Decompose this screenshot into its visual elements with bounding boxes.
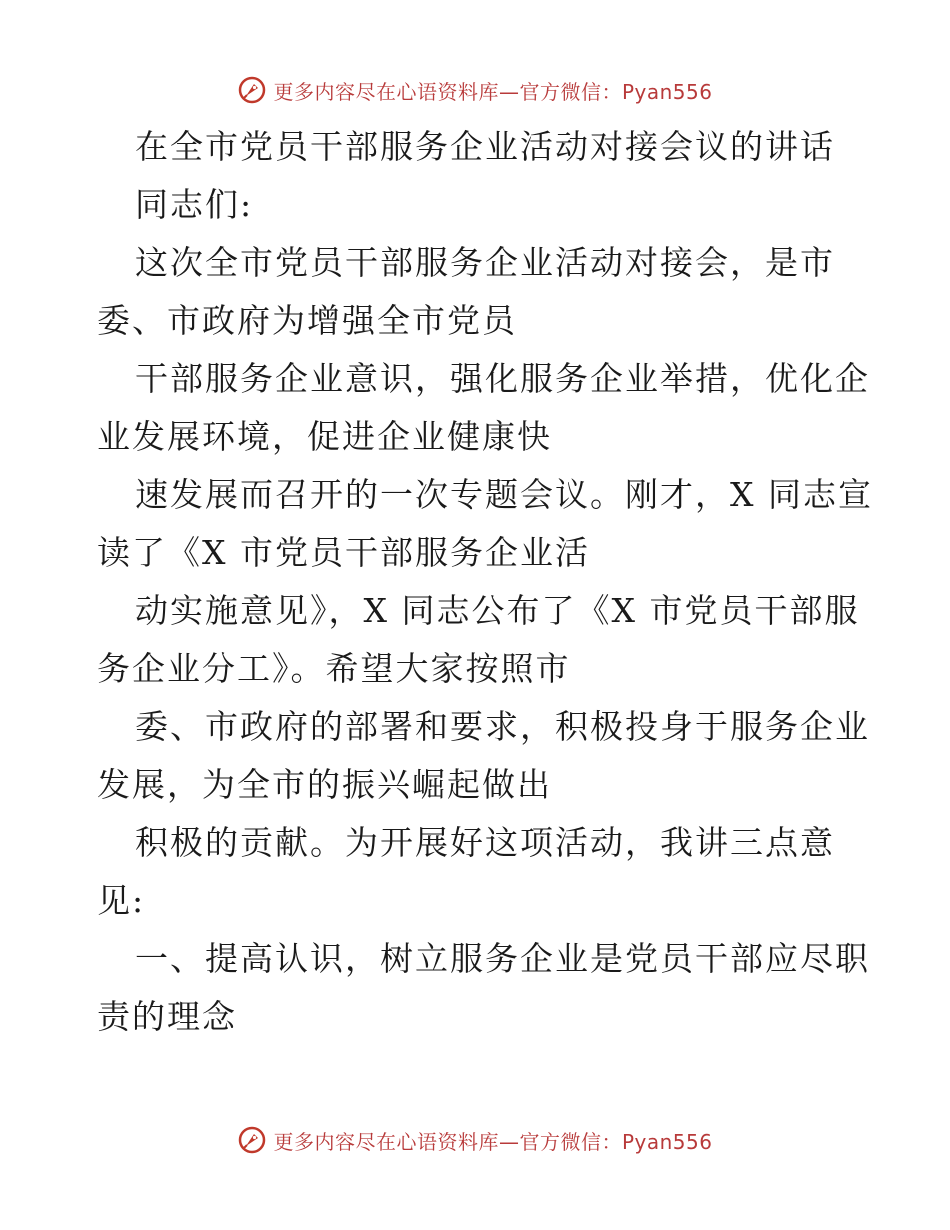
paragraph-line: 读了《X 市党员干部服务企业活 [97, 533, 590, 572]
paragraph-line: 业发展环境，促进企业健康快 [97, 417, 552, 456]
pen-nib-logo-icon [237, 1125, 267, 1155]
salutation: 同志们: [135, 185, 254, 224]
paragraph-line: 积极的贡献。为开展好这项活动，我讲三点意 [135, 823, 835, 862]
paragraph-line: 这次全市党员干部服务企业活动对接会，是市 [135, 243, 835, 282]
watermark-text: 更多内容尽在心语资料库—官方微信：Pyan556 [273, 79, 713, 104]
footer-watermark [0, 1120, 950, 1160]
paragraph-line: 速发展而召开的一次专题会议。刚才，X 同志宣 [135, 475, 873, 514]
document-body [97, 118, 873, 1046]
paragraph-line: 见: [97, 881, 146, 920]
paragraph-line: 务企业分工》。希望大家按照市 [97, 649, 571, 688]
section-heading: 一、提高认识，树立服务企业是党员干部应尽职 [135, 939, 870, 978]
paragraph-line: 动实施意见》，X 同志公布了《X 市党员干部服 [135, 591, 860, 630]
header-watermark [0, 70, 950, 110]
section-heading: 责的理念 [97, 997, 237, 1036]
paragraph-line: 发展，为全市的振兴崛起做出 [97, 765, 552, 804]
paragraph-line: 委、市政府为增强全市党员 [97, 301, 517, 340]
paragraph-line: 委、市政府的部署和要求，积极投身于服务企业 [135, 707, 870, 746]
speech-title: 在全市党员干部服务企业活动对接会议的讲话 [135, 127, 835, 166]
pen-nib-logo-icon [237, 75, 267, 105]
watermark-text: 更多内容尽在心语资料库—官方微信：Pyan556 [273, 1129, 713, 1154]
paragraph-line: 干部服务企业意识，强化服务企业举措，优化企 [135, 359, 870, 398]
